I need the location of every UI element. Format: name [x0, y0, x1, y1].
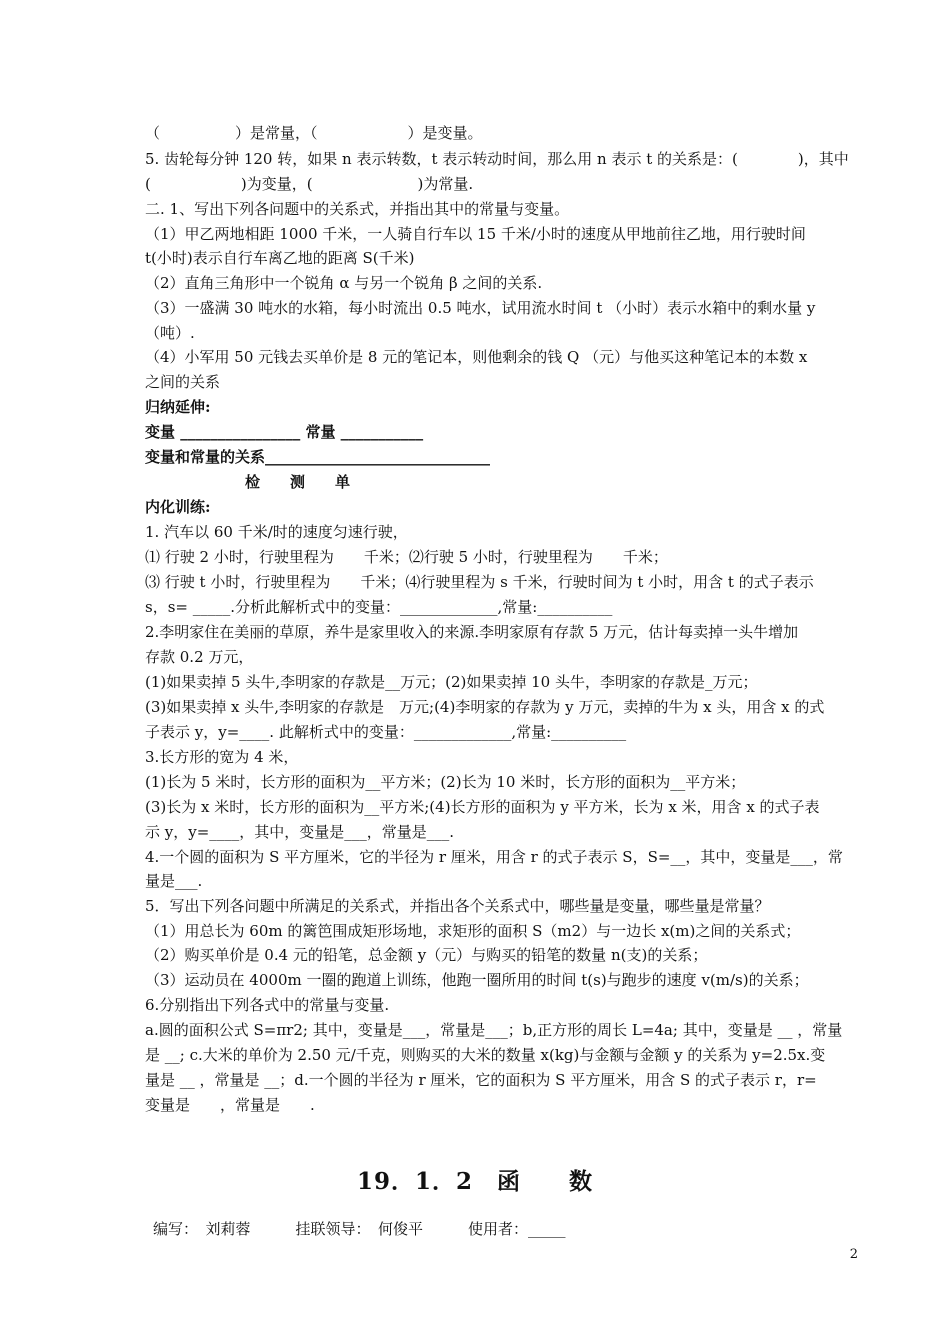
text-line: ⑴ 行驶 2 小时，行驶里程为 千米；⑵行驶 5 小时，行驶里程为 千米；: [145, 548, 668, 566]
text-line: 之间的关系: [145, 373, 221, 391]
text-line: s，s= _____.分析此解析式中的变量：_____________,常量:__________: [145, 598, 613, 616]
section-title: 19．1．2 函 数: [356, 1168, 593, 1195]
text-line: 2.李明家住在美丽的草原，养牛是家里收入的来源.李明家原有存款 5 万元，估计每卖掉一头牛增加: [145, 623, 799, 641]
text-line: （2）购买单价是 0.4 元的铅笔，总金额 y（元）与购买的铅笔的数量 n(支)的关系；: [145, 946, 708, 964]
text-line: 示 y，y=____，其中，变量是___，常量是___.: [145, 823, 455, 841]
text-line: （3）运动员在 4000m 一圈的跑道上训练，他跑一圈所用的时间 t(s)与跑步的速度 v(m/s)的关系；: [145, 971, 809, 989]
text-line: 子表示 y，y=____. 此解析式中的变量：_____________,常量:__________: [145, 723, 627, 741]
text-line: ( )为变量，( )为常量.: [145, 175, 474, 193]
text-line: （2）直角三角形中一个锐角 α 与另一个锐角 β 之间的关系.: [145, 274, 543, 292]
text-line: （1）用总长为 60m 的篱笆围成矩形场地，求矩形的面积 S（m2）与一边长 x(m)之间的关系式；: [145, 922, 801, 940]
section-heading: 归纳延伸:: [145, 398, 211, 416]
text-line: (1)长为 5 米时，长方形的面积为__平方米；(2)长为 10 米时，长方形的面积为__平方米；: [145, 773, 746, 791]
text-line: 变量 ________________ 常量 ___________: [145, 423, 424, 441]
text-line: （3）一盛满 30 吨水的水箱，每小时流出 0.5 吨水，试用流水时间 t （小时）表示水箱中的剩水量 y: [145, 299, 816, 317]
text-line: （吨）.: [145, 324, 195, 342]
text-line: 1. 汽车以 60 千米/时的速度匀速行驶，: [145, 523, 408, 541]
section-heading: 检 测 单: [245, 473, 351, 491]
text-line: ⑶ 行驶 t 小时，行驶里程为 千米；⑷行驶里程为 s 千米，行驶时间为 t 小时，用含 t 的式子表示: [145, 573, 814, 591]
text-line: a.圆的面积公式 S=πr2; 其中，变量是___，常量是___；b,正方形的周长 L=4a; 其中，变量是 __ ，常量: [145, 1021, 843, 1039]
text-line: 5. 齿轮每分钟 120 转，如果 n 表示转数，t 表示转动时间，那么用 n 表示 t 的关系是：( )，其中: [145, 150, 849, 168]
text-line: 量是 __ ，常量是 __；d.一个圆的半径为 r 厘米，它的面积为 S 平方厘米，用含 S 的式子表示 r，r=: [145, 1071, 817, 1089]
page-number: 2: [849, 1247, 858, 1262]
text-line: t(小时)表示自行车离乙地的距离 S(千米): [145, 249, 415, 267]
text-line: 5．写出下列各问题中所满足的关系式，并指出各个关系式中，哪些量是变量，哪些量是常量？: [145, 897, 770, 915]
text-line: 存款 0.2 万元，: [145, 648, 254, 666]
section-heading: 内化训练:: [145, 498, 211, 516]
text-line: 变量和常量的关系______________________________: [145, 448, 491, 466]
text-line: 量是___.: [145, 872, 203, 890]
text-line: 3.长方形的宽为 4 米，: [145, 748, 299, 766]
text-line: 二. 1、写出下列各问题中的关系式，并指出其中的常量与变量。: [145, 200, 570, 218]
text-line: 变量是 ，常量是 .: [145, 1096, 315, 1114]
text-line: 6.分别指出下列各式中的常量与变量.: [145, 996, 390, 1014]
text-line: 是 __; c.大米的单价为 2.50 元/千克，则购买的大米的数量 x(kg)与金额与金额 y 的关系为 y=2.5x.变: [145, 1046, 826, 1064]
text-line: （ ）是常量，（ ）是变量。: [145, 124, 483, 142]
author-line: 编写： 刘莉蓉 挂联领导： 何俊平 使用者：_____: [153, 1220, 566, 1238]
text-line: （4）小军用 50 元钱去买单价是 8 元的笔记本，则他剩余的钱 Q （元）与他买这种笔记本的本数 x: [145, 348, 808, 366]
text-line: (3)如果卖掉 x 头牛,李明家的存款是 万元;(4)李明家的存款为 y 万元，卖掉的牛为 x 头，用含 x 的式: [145, 698, 825, 716]
text-line: (3)长为 x 米时，长方形的面积为__平方米;(4)长方形的面积为 y 平方米，长为 x 米，用含 x 的式子表: [145, 798, 820, 816]
text-line: （1）甲乙两地相距 1000 千米，一人骑自行车以 15 千米/小时的速度从甲地前往乙地，用行驶时间: [145, 225, 806, 243]
text-line: (1)如果卖掉 5 头牛,李明家的存款是__万元；(2)如果卖掉 10 头牛，李明家的存款是_万元；: [145, 673, 758, 691]
text-line: 4.一个圆的面积为 S 平方厘米，它的半径为 r 厘米，用含 r 的式子表示 S，S=__，其中，变量是___，常: [145, 848, 843, 866]
